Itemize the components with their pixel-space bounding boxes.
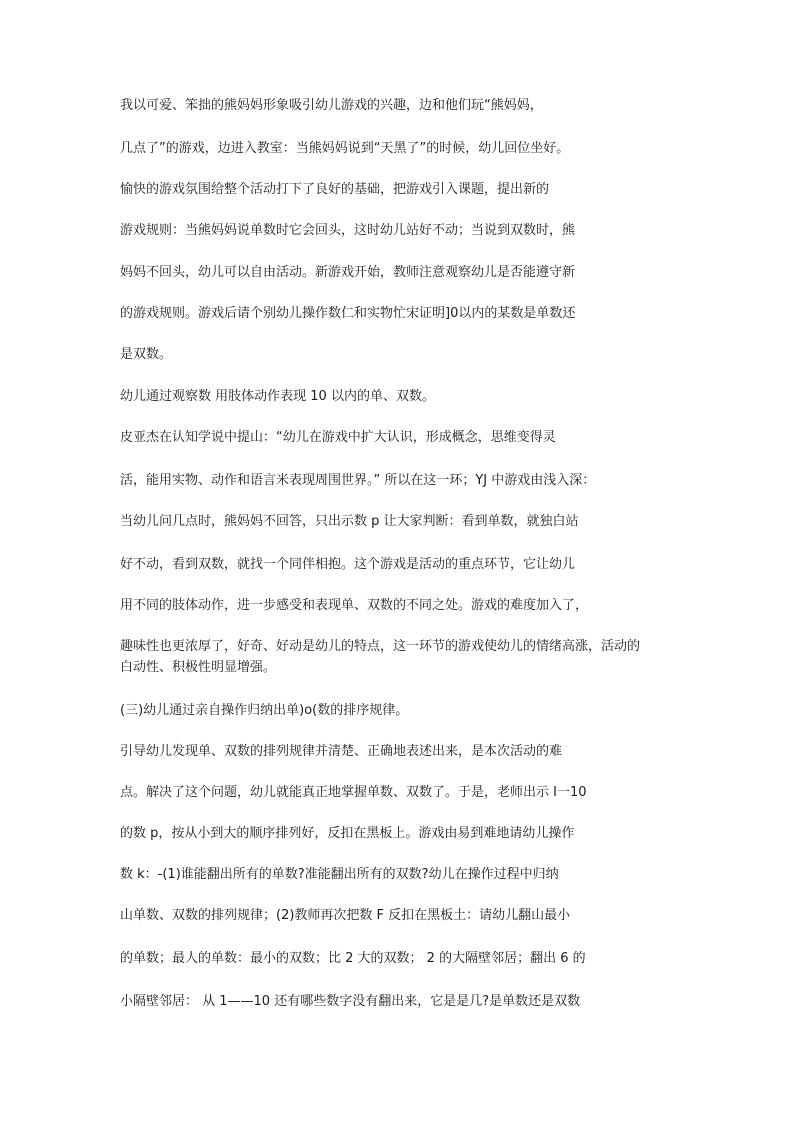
section-heading: (三)幼儿通过亲自操作归纳出单)o(数的排序规律。	[120, 703, 409, 718]
text-line-17: 引导幼儿发现单、双数的排列规律并清楚、正确地表述出来，是本次活动的难	[120, 744, 563, 759]
text-line-6: 的游戏规则。游戏后请个别幼儿操作数仁和实物忙宋证明]0以内的某数是单数还	[120, 306, 576, 321]
text-line-23: 小隔壁邻居： 从 1——10 还有哪些数字没有翻出来，它是是几?是单数还是双数	[120, 994, 581, 1009]
text-line-19: 的数 p，按从小到大的顺序排列好，反扣在黑板上。游戏由易到难地请幼儿操作	[120, 826, 575, 841]
text-line-5: 妈妈不回头，幼儿可以自由活动。新游戏开始，教师注意观察幼儿是否能遵守新	[120, 265, 576, 280]
text-line-12: 好不动，看到双数，就找一个同伴相抱。这个游戏是活动的重点环节，它让幼儿	[120, 557, 576, 572]
text-line-14: 趣味性也更浓厚了，好奇、好动是幼儿的特点，这一环节的游戏使幼儿的情绪高涨，活动的	[120, 639, 641, 654]
text-line-21: 山单数、双数的排列规律；(2)教师再次把数 F 反扣在黑板土：请幼儿翻山最小	[120, 908, 571, 923]
text-line-18: 点。解决了这个问题，幼儿就能真正地掌握单数、双数了。于是，老师出示 I一10	[120, 785, 587, 800]
text-line-2: 几点了”的游戏，边进入教室：当熊妈妈说到“天黑了”的时候，幼儿回位坐好。	[120, 141, 570, 156]
text-line-1: 我以可爱、笨拙的熊妈妈形象吸引幼儿游戏的兴趣，边和他们玩“熊妈妈，	[120, 98, 543, 113]
text-line-4: 游戏规则：当熊妈妈说单数时它会回头，这时幼儿站好不动；当说到双数时，熊	[120, 223, 576, 238]
text-line-20: 数 k：-(1)谁能翻出所有的单数?准能翻出所有的双数?幼儿在操作过程中归纳	[120, 867, 559, 882]
text-line-11: 当幼儿问几点时，熊妈妈不回答，只出示数 p 让大家判断：看到单数，就独白站	[120, 514, 579, 529]
text-line-3: 愉快的游戏氛围给整个活动打下了良好的基础，把游戏引入课题，提出新的	[120, 182, 550, 197]
text-line-15: 白动性、积极性明显增强。	[120, 660, 277, 675]
text-line-10: 活，能用实物、动作和语言米表现周围世界。” 所以在这一环；YJ 中游戏由浅入深：	[120, 473, 596, 488]
text-line-7: 是双数。	[120, 347, 173, 362]
text-line-9: 皮亚杰在认知学说中提山：“幼儿在游戏中扩大认识，形成概念，思维变得灵	[120, 430, 556, 445]
text-line-22: 的单数；最人的单数：最小的双数；比 2 大的双数； 2 的大隔壁邻居；翻出 6 的	[120, 951, 586, 966]
text-line-8: 幼儿通过观察数 用肢体动作表现 10 以内的单、双数。	[120, 389, 435, 404]
text-line-13: 用不同的肢体动作，进一步感受和表现单、双数的不同之处。游戏的难度加入了，	[120, 598, 589, 613]
